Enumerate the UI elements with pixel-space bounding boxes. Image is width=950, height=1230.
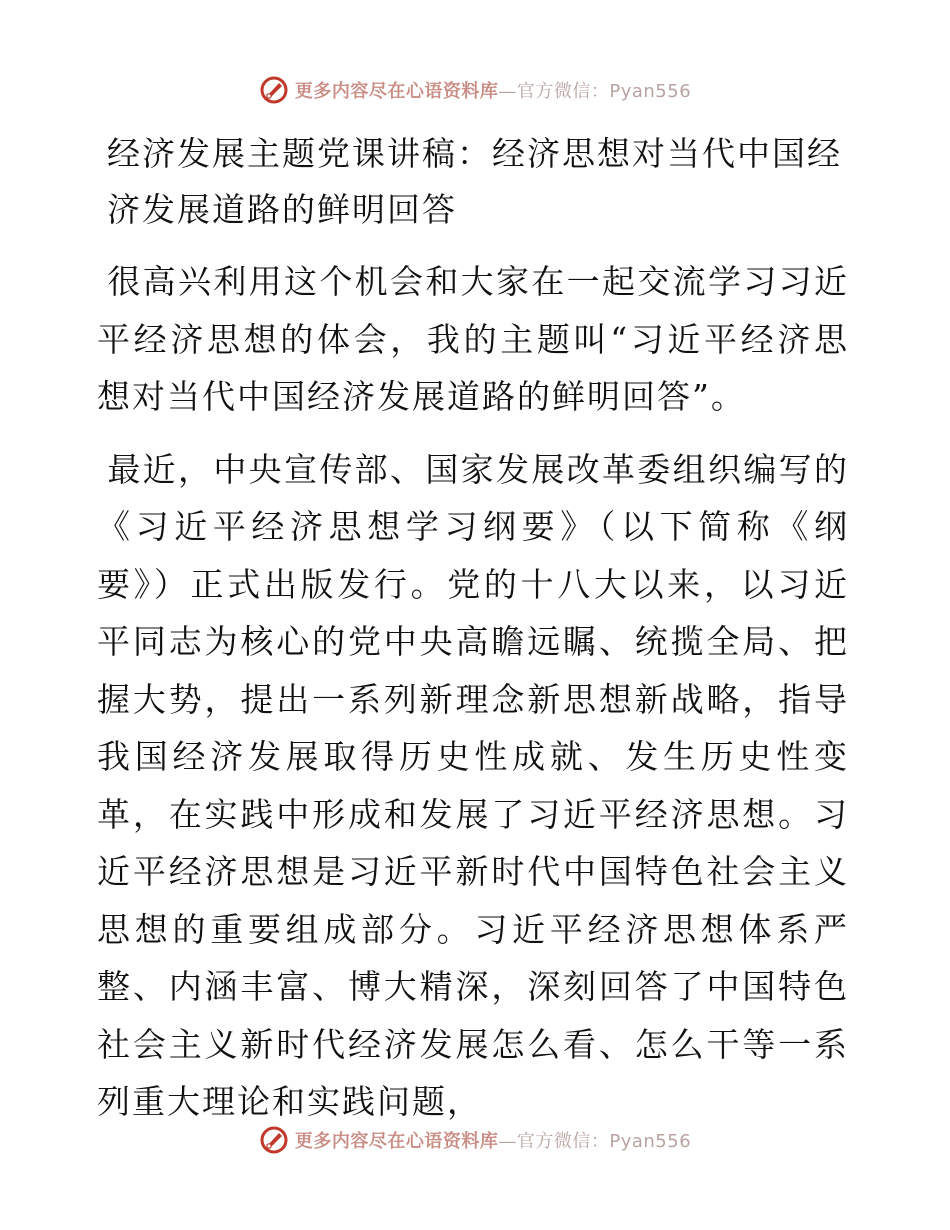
paragraph-text: 最近，中央宣传部、国家发展改革委组织编写的《习近平经济思想学习纲要》（以下简称《纲要》）正式出版发行。党的十八大以来，以习近平同志为核心的党中央高瞻远瞩、统揽全局、把握大势，提出一系列新理念新思想新战略，指导我国经济发展取得历史性成就、发生历史性变革，在实践中形成和发展了习近平经济思想。习近平经济思想是习近平新时代中国特色社会主义思想的重要组成部分。习近平经济思想体系严整、内涵丰富、博大精深，深刻回答了中国特色社会主义新时代经济发展怎么看、怎么干等一系列重大理论和实践问题， [97, 449, 849, 1121]
document-title: 经济发展主题党课讲稿：经济思想对当代中国经济发展道路的鲜明回答 [107, 134, 842, 229]
footer-banner [0, 1120, 950, 1160]
banner-site-text: 更多内容尽在心语资料库 [294, 81, 499, 102]
banner-text [295, 77, 691, 103]
banner-wechat-text: 官方微信：Pyan556 [516, 1131, 692, 1152]
banner-text [295, 1127, 691, 1153]
banner-separator: — [498, 81, 517, 102]
header-banner [0, 70, 950, 110]
banner-site-text: 更多内容尽在心语资料库 [294, 1131, 499, 1152]
brand-logo-icon [259, 75, 289, 105]
brand-logo-icon [259, 1125, 289, 1155]
paragraph [97, 441, 849, 1131]
paragraph-text: 很高兴利用这个机会和大家在一起交流学习习近平经济思想的体会，我的主题叫“习近平经济思想对当代中国经济发展道路的鲜明回答”。 [97, 262, 849, 416]
banner-separator: — [498, 1131, 517, 1152]
document-body [97, 126, 849, 1146]
paragraph [97, 253, 849, 426]
banner-wechat-text: 官方微信：Pyan556 [516, 81, 692, 102]
